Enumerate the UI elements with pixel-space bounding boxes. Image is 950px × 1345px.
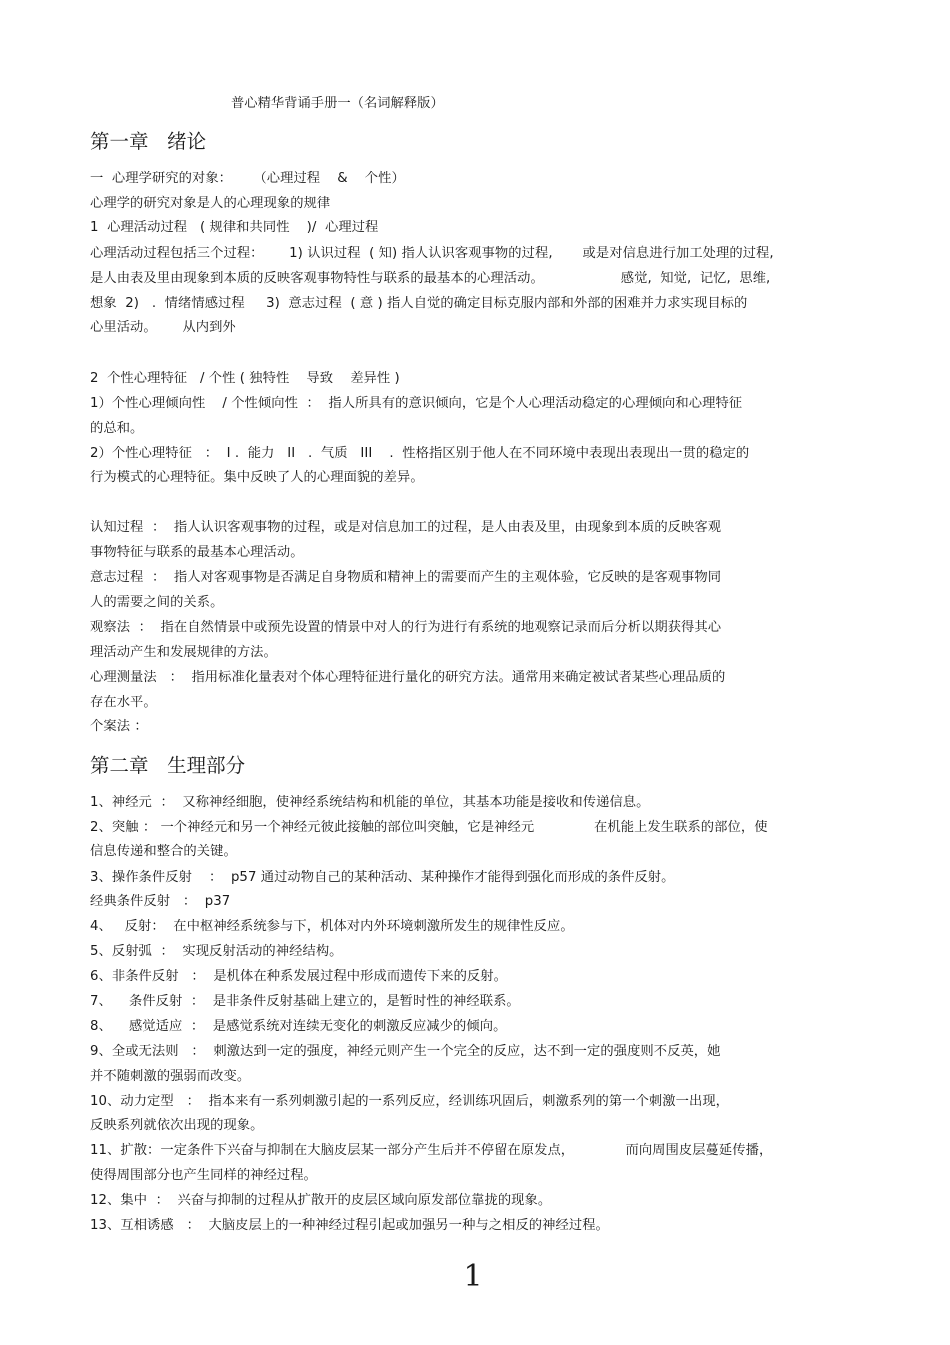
list-item: 4、 反射： 在中枢神经系统参与下，机体对内外环境刺激所发生的规律性反应。 [90,919,574,934]
text-line: 1）个性心理倾向性 / 个性倾向性 ： 指人所具有的意识倾向，它是个人心理活动稳定的心理倾向和心理特征 [90,396,743,411]
list-item: 12、集中 ： 兴奋与抑制的过程从扩散开的皮层区域向原发部位靠拢的现象。 [90,1193,552,1208]
definition-line: 存在水平。 [90,695,157,710]
text-line: 2 个性心理特征 / 个性 ( 独特性 导致 差异性 ) [90,371,400,386]
list-item: 经典条件反射 ： p37 [90,894,231,909]
list-item: 9、全或无法则 ： 刺激达到一定的强度，神经元则产生一个完全的反应，达不到一定的强度则不反英，她 [90,1044,721,1059]
text-line: 的总和。 [90,421,144,436]
text-line: 1 心理活动过程 ( 规律和共同性 )/ 心理过程 [90,220,379,235]
list-item: 2、突触 ： 一个神经元和另一个神经元彼此接触的部位叫突触，它是神经元 在机能上发生联系的部位，使 [90,820,768,835]
list-item: 3、操作条件反射 ： p57 通过动物自己的某种活动、某种操作才能得到强化而形成的条件反射。 [90,870,675,885]
definition-line: 个案法 ： [90,719,148,734]
text-line: 一 心理学研究的对象： （心理过程 & 个性） [90,171,405,186]
text-line: 心理学的研究对象是人的心理现象的规律 [90,196,331,211]
list-item: 6、非条件反射 ： 是机体在种系发展过程中形成而遗传下来的反射。 [90,969,507,984]
text-line: 2）个性心理特征 ： I . 能力 II . 气质 III . 性格指区别于他人在不同环境中表现出表现出一贯的稳定的 [90,446,750,461]
list-item: 13、互相诱感 ： 大脑皮层上的一种神经过程引起或加强另一种与之相反的神经过程。 [90,1218,609,1233]
list-item: 使得周围部分也产生同样的神经过程。 [90,1168,317,1183]
list-item: 10、动力定型 ： 指本来有一系列刺激引起的一系列反应，经训练巩固后，刺激系列的第一个刺激一出现， [90,1094,730,1109]
definition-line: 观察法 ： 指在自然情景中或预先设置的情景中对人的行为进行有系统的地观察记录而后分析以期获得其心 [90,620,722,635]
text-line: 是人由表及里由现象到本质的反映客观事物特性与联系的最基本的心理活动。 感觉, 知觉, 记忆, 思维, [90,271,771,286]
list-item: 1、神经元 ： 又称神经细胞，使神经系统结构和机能的单位，其基本功能是接收和传递信息。 [90,795,650,810]
definition-line: 理活动产生和发展规律的方法。 [90,645,277,660]
chapter-1-heading: 第一章 绪论 [90,130,207,153]
page-number: 1 [463,1259,483,1294]
definition-line: 事物特征与联系的最基本心理活动。 [90,545,304,560]
definition-line: 心理测量法 ： 指用标准化量表对个体心理特征进行量化的研究方法。通常用来确定被试者某些心理品质的 [90,670,726,685]
definition-line: 认知过程 ： 指人认识客观事物的过程，或是对信息加工的过程，是人由表及里，由现象到本质的反映客观 [90,520,722,535]
list-item: 信息传递和整合的关键。 [90,844,237,859]
text-line: 心里活动。 从内到外 [90,320,236,335]
list-item: 11、扩散：一定条件下兴奋与抑制在大脑皮层某一部分产生后并不停留在原发点， 而向周围皮层蔓延传播， [90,1143,773,1158]
chapter-2-heading: 第二章 生理部分 [90,754,246,777]
list-item: 反映系列就依次出现的现象。 [90,1118,264,1133]
text-line: 行为模式的心理特征。集中反映了人的心理面貌的差异。 [90,470,424,485]
list-item: 7、 条件反射 ： 是非条件反射基础上建立的，是暂时性的神经联系。 [90,994,520,1009]
list-item: 并不随刺激的强弱而改变。 [90,1069,251,1084]
definition-line: 人的需要之间的关系。 [90,595,224,610]
text-line: 心理活动过程包括三个过程： 1) 认识过程 ( 知) 指人认识客观事物的过程, 或是对信息进行加工处理的过程, [90,246,774,261]
list-item: 8、 感觉适应 ： 是感觉系统对连续无变化的刺激反应减少的倾向。 [90,1019,507,1034]
text-line: 想象 2) . 情绪情感过程 3) 意志过程 ( 意 ) 指人自觉的确定目标克服内部和外部的困难并力求实现目标的 [90,296,748,311]
list-item: 5、反射弧 ： 实现反射活动的神经结构。 [90,944,343,959]
definition-line: 意志过程 ： 指人对客观事物是否满足自身物质和精神上的需要而产生的主观体验，它反映的是客观事物同 [90,570,722,585]
document-title: 普心精华背诵手册一（名词解释版） [231,96,444,111]
